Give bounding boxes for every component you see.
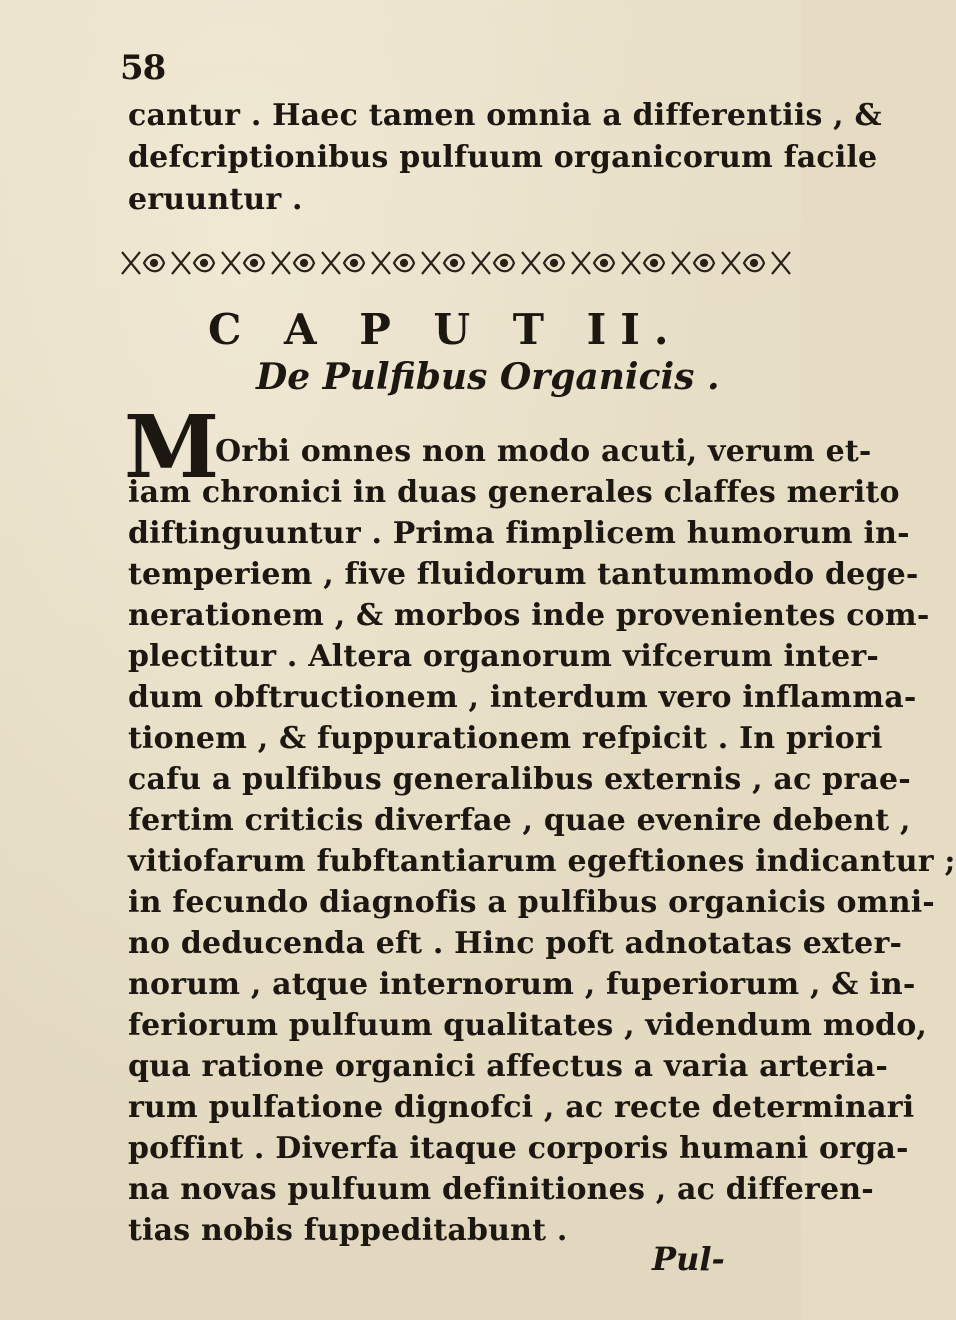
- text-line: norum , atque internorum , fuperiorum , & in-: [128, 967, 916, 1002]
- catchword: Pul-: [652, 1240, 725, 1278]
- text-line: defcriptionibus pulfuum organicorum facile: [128, 140, 878, 175]
- ornamental-band: [118, 248, 794, 278]
- text-line: poffint . Diverfa itaque corporis humani orga-: [128, 1131, 909, 1166]
- text-line: fertim criticis diverfae , quae evenire debent ,: [128, 803, 911, 838]
- section-title: De Pulfibus Organicis .: [256, 356, 720, 398]
- text-line: plectitur . Altera organorum vifcerum inter-: [128, 639, 880, 674]
- text-line: iam chronici in duas generales claffes merito: [128, 475, 900, 510]
- text-line: diftinguuntur . Prima fimplicem humorum in-: [128, 516, 910, 551]
- text-line: qua ratione organici affectus a varia arteria-: [128, 1049, 888, 1084]
- text-line: cafu a pulfibus generalibus externis , ac prae-: [128, 762, 911, 797]
- text-line: na novas pulfuum definitiones , ac differen-: [128, 1172, 874, 1207]
- text-line: cantur . Haec tamen omnia a differentiis , &: [128, 98, 882, 133]
- text-line: dum obftructionem , interdum vero inflamma-: [128, 680, 917, 715]
- text-line: tias nobis fuppeditabunt .: [128, 1213, 568, 1248]
- chapter-heading: C A P U T II.: [208, 305, 683, 354]
- text-line: eruuntur .: [128, 182, 303, 217]
- text-line: Orbi omnes non modo acuti, verum et-: [215, 434, 872, 469]
- text-line: temperiem , five fluidorum tantummodo dege-: [128, 557, 919, 592]
- text-line: no deducenda eft . Hinc poft adnotatas exter-: [128, 926, 903, 961]
- text-line: vitiofarum fubftantiarum egeftiones indicantur ;: [128, 844, 956, 879]
- text-line: tionem , & fuppurationem refpicit . In priori: [128, 721, 883, 756]
- text-line: feriorum pulfuum qualitates , videndum modo,: [128, 1008, 928, 1043]
- text-line: in fecundo diagnofis a pulfibus organicis omni-: [128, 885, 935, 920]
- text-line: rum pulfatione dignofci , ac recte determinari: [128, 1090, 915, 1125]
- page-number: 58: [120, 48, 166, 88]
- drop-cap: M: [124, 397, 220, 498]
- text-line: nerationem , & morbos inde provenientes com-: [128, 598, 930, 633]
